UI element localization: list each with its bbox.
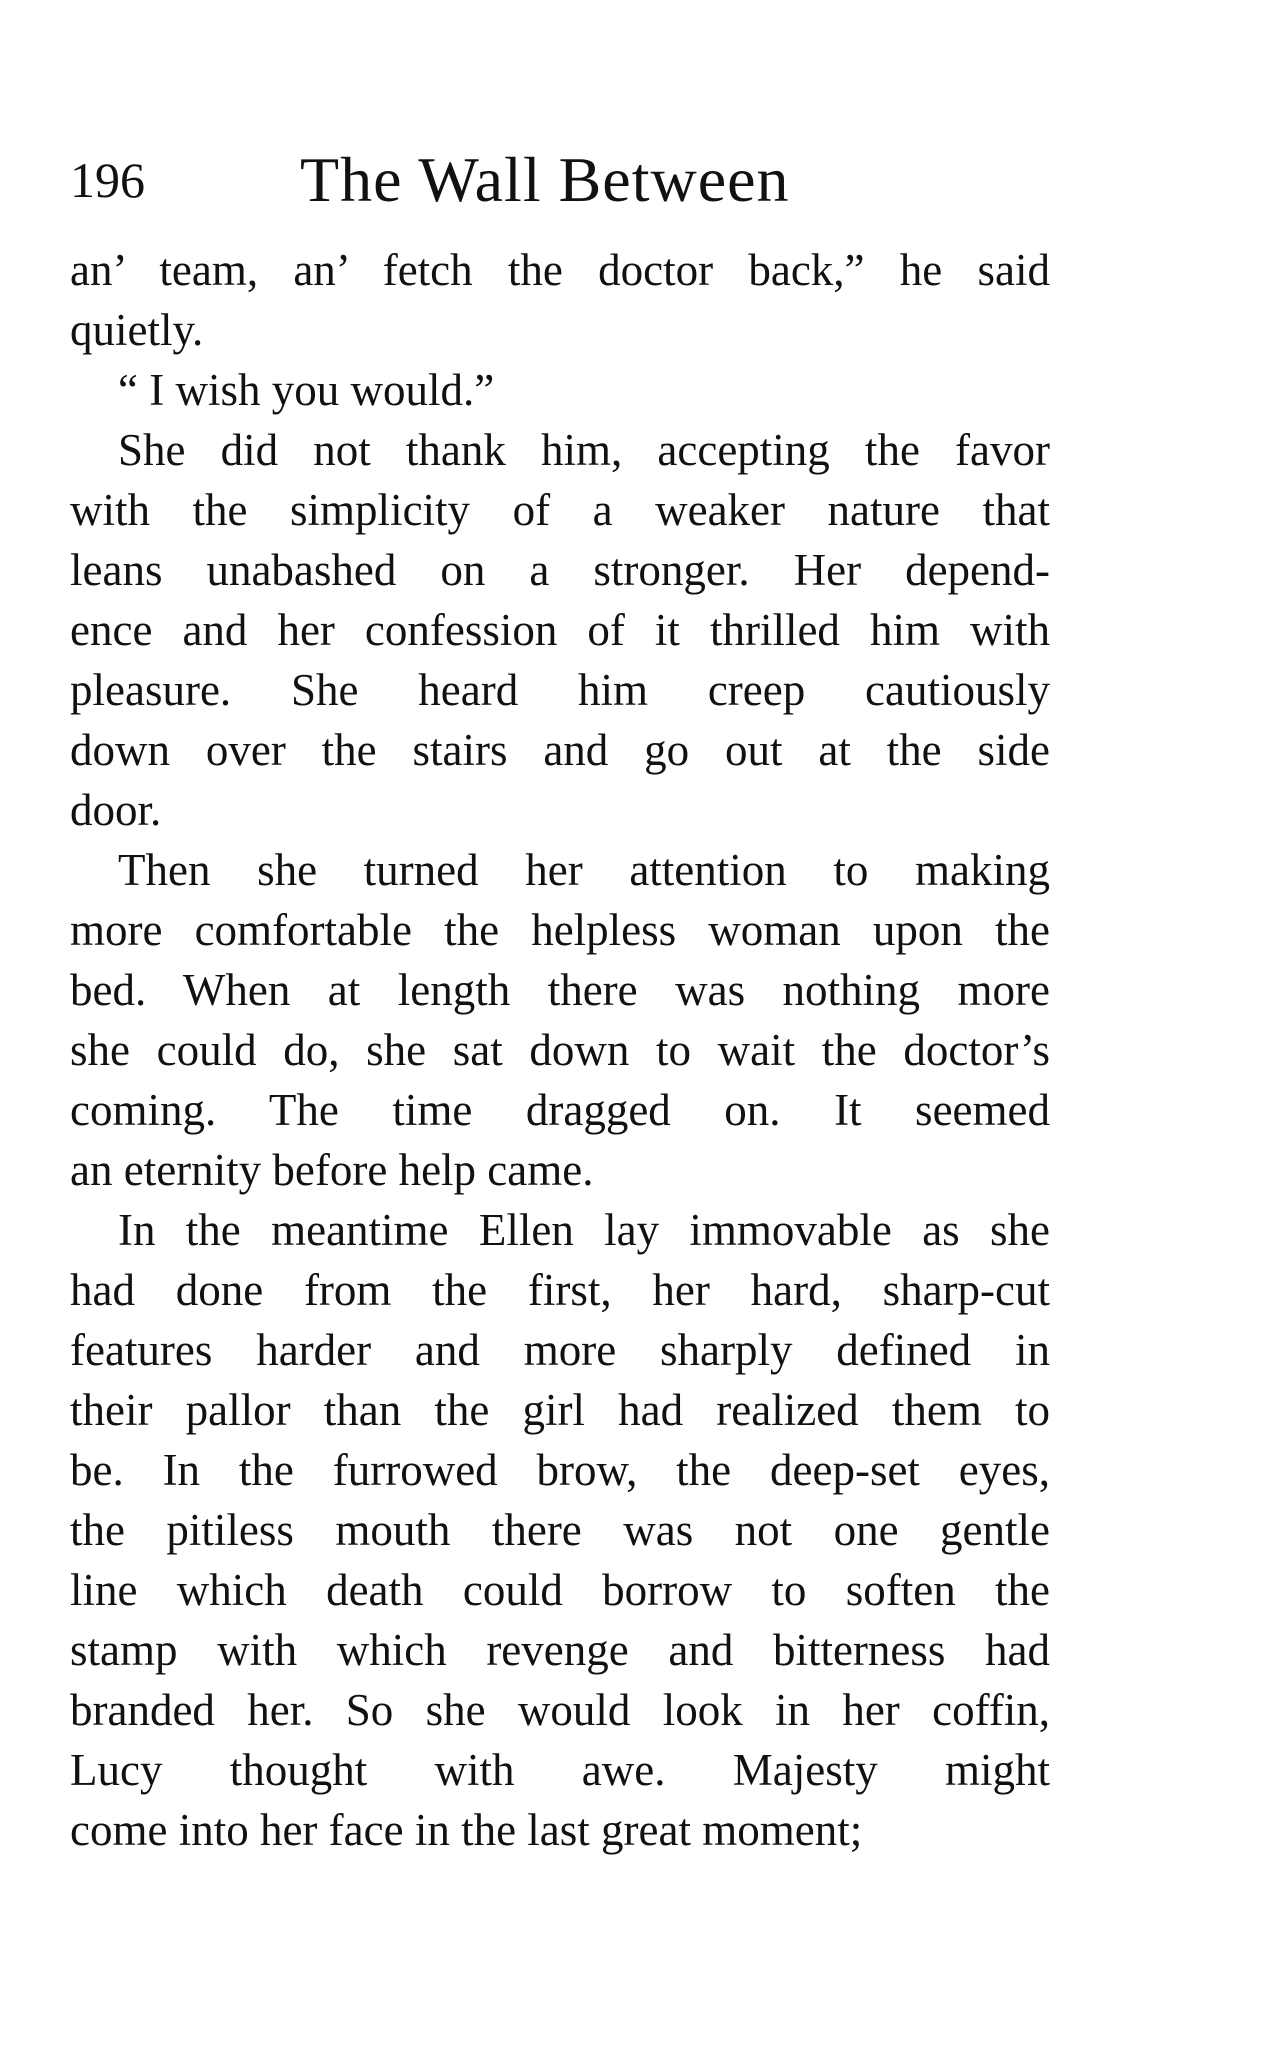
text-line: she could do, she sat down to wait the doctor’s [70,1025,1050,1075]
text-line: the pitiless mouth there was not one gentle [70,1505,1050,1555]
paragraph [70,1200,1050,1860]
running-title: The Wall Between [300,144,790,215]
text-line: features harder and more sharply defined in [70,1325,1050,1375]
text-line: bed. When at length there was nothing more [70,965,1050,1015]
text-line: pleasure. She heard him creep cautiously [70,665,1050,715]
text-line: their pallor than the girl had realized them to [70,1385,1050,1435]
text-line: down over the stairs and go out at the side [70,725,1050,775]
text-line: branded her. So she would look in her coffin, [70,1685,1050,1735]
text-line: ence and her confession of it thrilled him with [70,605,1050,655]
text-line: door. [70,785,162,835]
paragraph [70,240,1050,360]
text-line: stamp with which revenge and bitterness had [70,1625,1050,1675]
text-line: had done from the first, her hard, sharp-cut [70,1265,1050,1315]
text-line: Then she turned her attention to making [118,845,1050,895]
text-line: coming. The time dragged on. It seemed [70,1085,1050,1135]
text-line: She did not thank him, accepting the favor [118,425,1050,475]
text-line: more comfortable the helpless woman upon the [70,905,1050,955]
text-line: leans unabashed on a stronger. Her depend- [70,545,1050,595]
text-line: In the meantime Ellen lay immovable as she [118,1205,1050,1255]
text-line: Lucy thought with awe. Majesty might [70,1745,1050,1795]
text-line: an eternity before help came. [70,1145,594,1195]
text-line: line which death could borrow to soften the [70,1565,1050,1615]
running-head [70,140,1060,220]
text-line: quietly. [70,305,204,355]
text-line: with the simplicity of a weaker nature that [70,485,1050,535]
paragraph [70,420,1050,840]
text-line: be. In the furrowed brow, the deep-set eyes, [70,1445,1050,1495]
paragraph [70,360,1050,420]
text-line: come into her face in the last great moment; [70,1805,863,1855]
paragraph [70,840,1050,1200]
text-line: “ I wish you would.” [118,365,495,415]
page-number: 196 [70,152,145,208]
text-line: an’ team, an’ fetch the doctor back,” he said [70,245,1050,295]
body-text [70,240,1050,1860]
